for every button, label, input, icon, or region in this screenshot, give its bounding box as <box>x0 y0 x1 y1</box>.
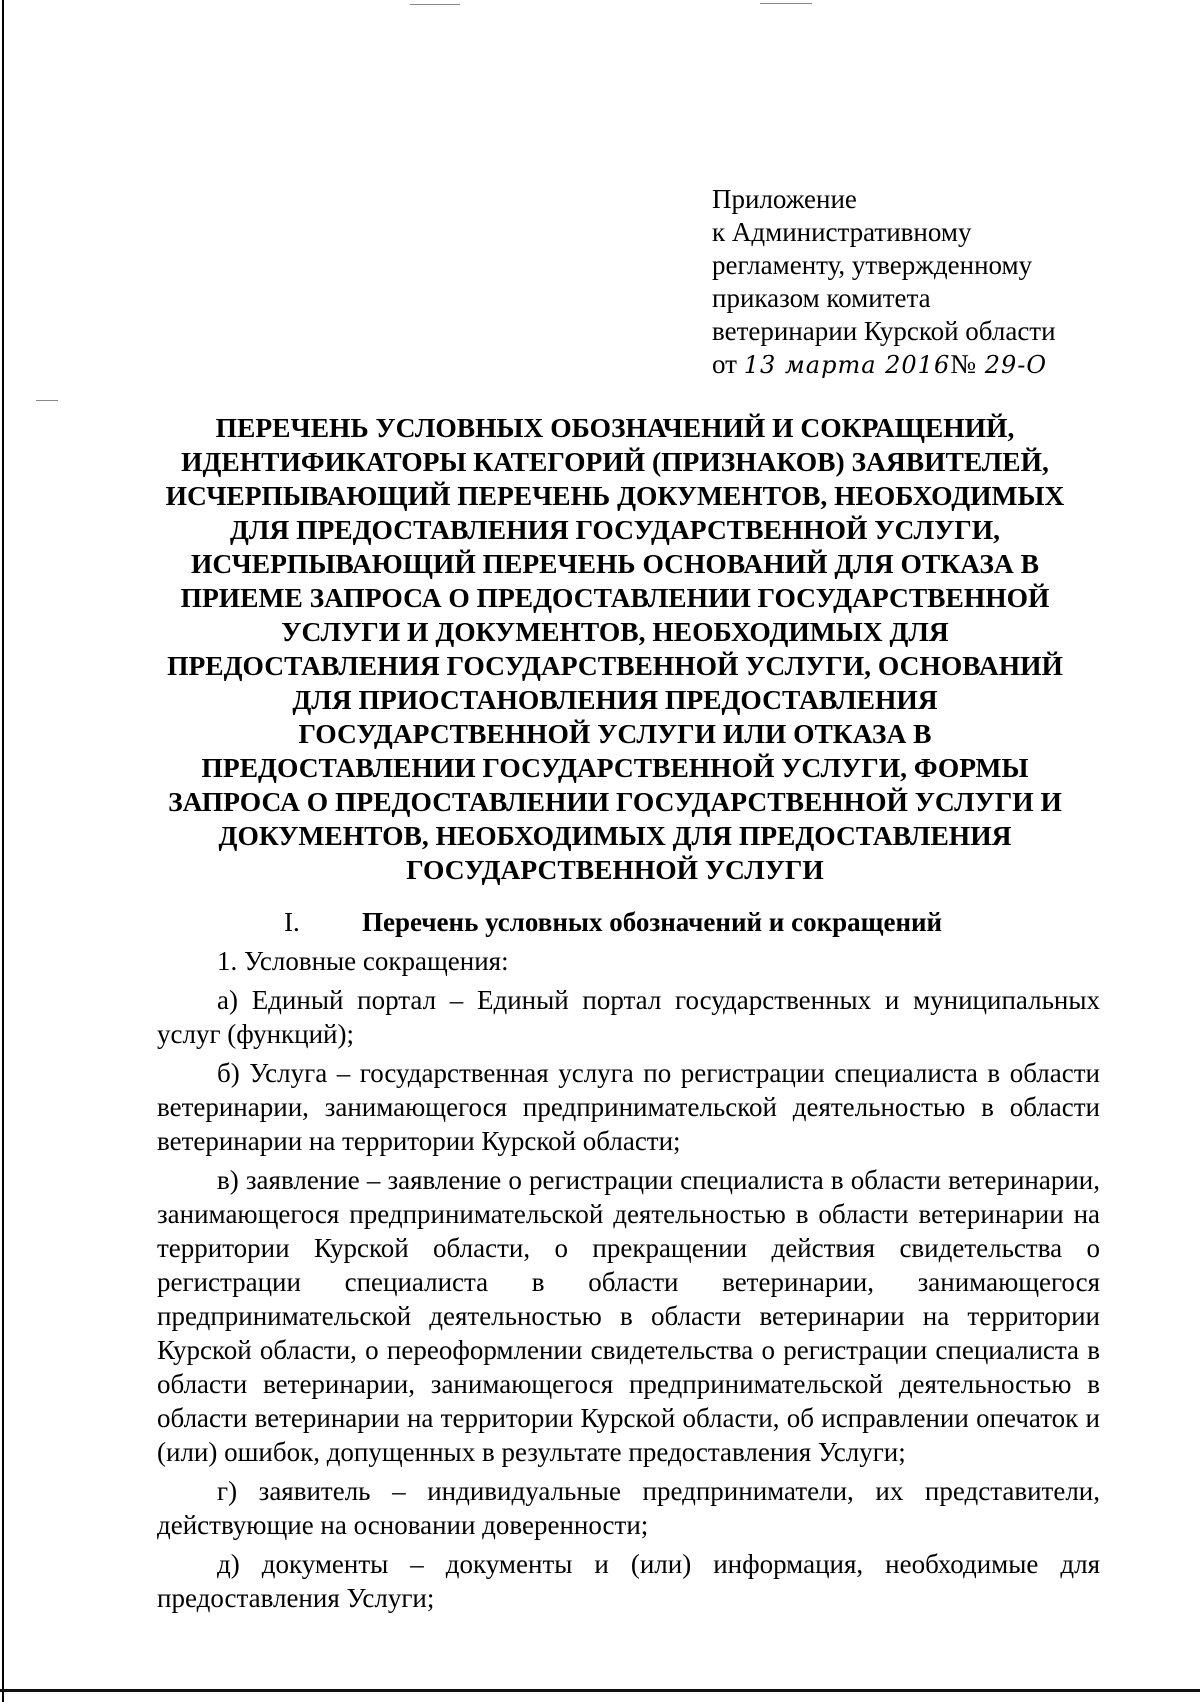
paragraph: в) заявление – заявление о регистрации специалиста в области ветеринарии, занимающегося предпринимательской деятельностью в области ветеринарии на территории Курской области, о прекращении действия свидетельства о регистрации специалиста в области ветеринарии, занимающегося предпринимательской деятельностью в области ветеринарии на территории Курской области, о переоформлении свидетельства о регистрации специалиста в области ветеринарии, занимающегося предпринимательской деятельностью в области ветеринарии на территории Курской области, об исправлении опечаток и (или) ошибок, допущенных в результате предоставления Услуги; <box>157 1165 1100 1467</box>
title-line: ГОСУДАРСТВЕННОЙ УСЛУГИ ИЛИ ОТКАЗА В <box>298 718 932 749</box>
title-line: ПРЕДОСТАВЛЕНИИ ГОСУДАРСТВЕННОЙ УСЛУГИ, ФОРМЫ <box>201 752 1029 783</box>
title-line: ДЛЯ ПРИОСТАНОВЛЕНИЯ ПРЕДОСТАВЛЕНИЯ <box>292 684 938 715</box>
document-title <box>150 411 1080 887</box>
appendix-line: приказом комитета <box>712 283 931 313</box>
paragraph: г) заявитель – индивидуальные предприниматели, их представители, действующие на основании доверенности; <box>157 1476 1100 1540</box>
scan-artifacts <box>0 0 1200 20</box>
title-line: ПРЕДОСТАВЛЕНИЯ ГОСУДАРСТВЕННОЙ УСЛУГИ, ОСНОВАНИЙ <box>167 650 1063 681</box>
title-line: ИСЧЕРПЫВАЮЩИЙ ПЕРЕЧЕНЬ ДОКУМЕНТОВ, НЕОБХОДИМЫХ <box>165 480 1065 511</box>
section-number: I. <box>284 907 300 937</box>
paragraph: б) Услуга – государственная услуга по регистрации специалиста в области ветеринарии, занимающегося предпринимательской деятельностью в области ветеринарии на территории Курской области; <box>157 1058 1100 1156</box>
section-body <box>157 944 1100 1620</box>
date-prefix: от <box>712 349 737 379</box>
handwritten-date: 13 марта 2016 <box>743 351 951 379</box>
title-line: ДЛЯ ПРЕДОСТАВЛЕНИЯ ГОСУДАРСТВЕННОЙ УСЛУГИ, <box>229 514 1001 545</box>
paragraph: д) документы – документы и (или) информация, необходимые для предоставления Услуги; <box>157 1549 1100 1613</box>
appendix-date-line <box>712 348 1142 382</box>
title-line: ИДЕНТИФИКАТОРЫ КАТЕГОРИЙ (ПРИЗНАКОВ) ЗАЯВИТЕЛЕЙ, <box>181 446 1049 477</box>
appendix-line: ветеринарии Курской области <box>712 316 1056 346</box>
number-sign: № <box>950 349 976 379</box>
appendix-block <box>712 183 1142 382</box>
title-line: УСЛУГИ И ДОКУМЕНТОВ, НЕОБХОДИМЫХ ДЛЯ <box>281 616 949 647</box>
title-line: ЗАПРОСА О ПРЕДОСТАВЛЕНИИ ГОСУДАРСТВЕННОЙ УСЛУГИ И <box>168 786 1062 817</box>
appendix-line: регламенту, утвержденному <box>712 250 1033 280</box>
title-line: ИСЧЕРПЫВАЮЩИЙ ПЕРЕЧЕНЬ ОСНОВАНИЙ ДЛЯ ОТКАЗА В <box>191 548 1039 579</box>
handwritten-number: 29-О <box>984 351 1048 379</box>
title-line: ПЕРЕЧЕНЬ УСЛОВНЫХ ОБОЗНАЧЕНИЙ И СОКРАЩЕНИЙ, <box>215 412 1015 443</box>
title-line: ПРИЕМЕ ЗАПРОСА О ПРЕДОСТАВЛЕНИИ ГОСУДАРСТВЕННОЙ <box>180 582 1050 613</box>
scan-left-edge <box>2 0 4 1702</box>
title-line: ГОСУДАРСТВЕННОЙ УСЛУГИ <box>406 854 824 885</box>
title-line: ДОКУМЕНТОВ, НЕОБХОДИМЫХ ДЛЯ ПРЕДОСТАВЛЕНИЯ <box>218 820 1012 851</box>
appendix-line: Приложение <box>712 184 857 214</box>
paragraph: 1. Условные сокращения: <box>217 946 509 976</box>
appendix-line: к Административному <box>712 217 972 247</box>
section-title: Перечень условных обозначений и сокращений <box>362 907 943 937</box>
paragraph: а) Единый портал – Единый портал государственных и муниципальных услуг (функций); <box>157 985 1100 1049</box>
scan-bottom-edge <box>0 1689 1200 1692</box>
